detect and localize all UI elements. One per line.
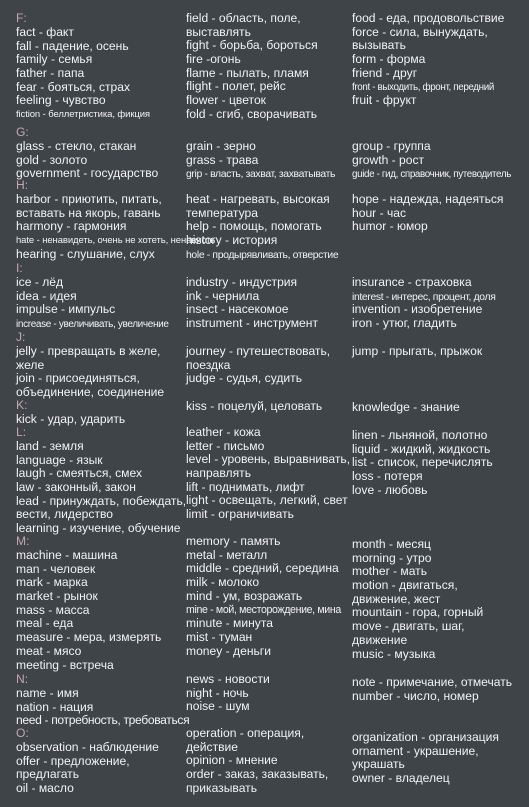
word-entry: вести, лидерство [16, 507, 113, 522]
word-entry: operation - операция, [186, 726, 305, 740]
word-entry: letter - письмо [186, 438, 265, 453]
n-col3 [352, 676, 529, 703]
o-col1 [16, 741, 184, 796]
word-entry: offer - предложение, [16, 753, 130, 768]
section-letter-i: I: [16, 261, 23, 275]
i-col3 [352, 276, 529, 331]
word-entry: journey - путешествовать, [186, 344, 331, 358]
k-col1 [16, 413, 184, 427]
word-entry: fear - бояться, страх [16, 79, 131, 94]
word-entry: guide - гид, справочник, путеводитель [352, 169, 511, 181]
word-entry: money - деньги [186, 643, 271, 658]
word-entry: hate - ненавидеть, очень не хотеть, ненависть [16, 235, 216, 247]
word-entry: organization - организация [352, 730, 499, 744]
word-entry: hole - продырявливать, отверстие [186, 249, 339, 261]
word-entry: fight - борьба, бороться [186, 38, 318, 53]
word-entry: invention - изобретение [352, 302, 483, 317]
word-entry: ornament - украшение, [352, 743, 479, 758]
word-entry: fall - падение, осень [16, 38, 129, 53]
j-col1 [16, 345, 184, 400]
word-entry: flight - полет, рейс [186, 79, 286, 94]
word-entry: mother - мать [352, 564, 428, 579]
word-entry: grain - зерно [186, 139, 256, 153]
word-entry: hearing - слушание, слух [16, 246, 155, 261]
word-entry: украшать [352, 757, 405, 772]
word-entry: gold - золото [16, 152, 88, 167]
word-entry: insect - насекомое [186, 302, 289, 317]
word-entry: meeting - встреча [16, 657, 114, 672]
o-col2 [186, 727, 348, 795]
word-entry: lift - поднимать, лифт [186, 479, 305, 494]
word-entry: interest - интерес, процент, доля [352, 291, 496, 303]
word-entry: limit - ограничивать [186, 507, 294, 522]
word-entry: land - земля [16, 439, 84, 453]
word-entry: harmony - гармония [16, 219, 127, 234]
word-entry: opinion - мнение [186, 753, 278, 768]
word-entry: вызывать [352, 38, 406, 53]
section-letter-k: K: [16, 398, 28, 412]
word-entry: выставлять [186, 24, 251, 39]
m-col2 [186, 535, 348, 658]
word-entry: fiction - беллетристика, фикция [16, 109, 150, 121]
word-entry: law - законный, закон [16, 480, 136, 495]
word-entry: hope - надежда, надеяться [352, 192, 504, 206]
word-entry: fire -огонь [186, 52, 241, 67]
word-entry: list - список, перечислять [352, 455, 493, 470]
word-entry: field - область, поле, [186, 11, 301, 25]
l-col3 [352, 429, 529, 497]
word-entry: love - любовь [352, 482, 428, 497]
word-entry: observation - наблюдение [16, 740, 159, 754]
word-entry: направлять [186, 466, 251, 481]
word-entry: nation - нация [16, 699, 94, 714]
word-entry: kick - удар, ударить [16, 412, 126, 426]
word-entry: действие [186, 739, 239, 754]
word-entry: предлагать [16, 767, 80, 782]
word-entry: движение, жест [352, 591, 441, 606]
f-col1 [16, 26, 184, 122]
word-entry: impulse - импульс [16, 302, 116, 317]
word-entry: food - еда, продовольствие [352, 11, 505, 25]
word-entry: движение [352, 632, 408, 647]
word-entry: group - группа [352, 139, 431, 153]
section-letter-j: J: [16, 330, 26, 344]
i-col2 [186, 276, 348, 331]
word-entry: leather - кожа [186, 425, 261, 439]
word-entry: motion - двигаться, [352, 578, 458, 593]
word-entry: morning - утро [352, 550, 432, 565]
word-entry: metal - металл [186, 547, 268, 562]
word-entry: mountain - гора, горный [352, 605, 484, 620]
word-entry: feeling - чувство [16, 93, 106, 108]
word-entry: meal - еда [16, 616, 74, 631]
word-entry: laugh - смеяться, смех [16, 466, 142, 481]
word-entry: mine - мой, месторождение, мина [186, 604, 341, 617]
word-entry: humor - юмор [352, 219, 428, 234]
word-entry: minute - минута [186, 616, 273, 631]
word-entry: lead - принуждать, побеждать, [16, 493, 187, 508]
g-col1 [16, 140, 184, 181]
l-col1 [16, 439, 187, 536]
word-entry: judge - судья, судить [186, 371, 303, 386]
word-entry: mind - ум, возражать [186, 588, 303, 603]
j-col2 [186, 345, 348, 386]
word-entry: idea - идея [16, 288, 77, 303]
section-letter-o: O: [16, 726, 29, 740]
word-entry: number - число, номер [352, 688, 479, 703]
word-entry: heat - нагревать, высокая [186, 192, 330, 206]
g-col2 [186, 140, 348, 181]
word-entry: force - сила, вынуждать, [352, 24, 488, 39]
o-col3 [352, 731, 529, 786]
word-entry: government - государство [16, 166, 159, 181]
section-letter-g: G: [16, 125, 29, 139]
word-entry: order - заказ, заказывать, [186, 767, 329, 782]
word-entry: температура [186, 205, 258, 220]
word-entry: mist - туман [186, 629, 253, 644]
word-entry: industry - индустрия [186, 275, 298, 289]
word-entry: name - имя [16, 686, 79, 700]
word-entry: fold - сгиб, сворачивать [186, 106, 317, 121]
word-entry: man - человек [16, 561, 96, 576]
h-col2 [186, 193, 348, 261]
word-entry: kiss - поцелуй, целовать [186, 399, 323, 413]
h-col1 [16, 192, 216, 261]
word-entry: machine - машина [16, 548, 118, 562]
word-entry: loss - потеря [352, 469, 423, 484]
word-entry: note - примечание, отмечать [352, 675, 513, 689]
n-col2 [186, 673, 348, 714]
word-entry: learning - изучение, обучение [16, 521, 181, 536]
word-entry: flame - пылать, пламя [186, 65, 309, 80]
g-col3 [352, 140, 529, 181]
word-entry: measure - мера, измерять [16, 630, 162, 645]
m-col3 [352, 538, 529, 661]
word-entry: hour - час [352, 205, 407, 220]
word-entry: history - история [186, 233, 278, 248]
word-entry: harbor - приютить, питать, [16, 192, 162, 206]
l-col2 [186, 425, 351, 522]
word-entry: father - папа [16, 66, 85, 81]
word-entry: month - месяц [352, 537, 431, 551]
word-entry: front - выходить, фронт, передний [352, 82, 494, 94]
word-entry: milk - молоко [186, 575, 260, 590]
word-entry: light - освещать, легкий, свет [186, 493, 348, 508]
i-col1 [16, 276, 184, 331]
word-entry: level - уровень, выравнивать, [186, 452, 351, 467]
word-entry: market - рынок [16, 589, 98, 604]
word-entry: fact - факт [16, 25, 74, 39]
word-entry: ice - лёд [16, 275, 64, 289]
word-entry: news - новости [186, 672, 270, 686]
word-entry: move - двигать, шаг, [352, 619, 465, 634]
word-entry: jelly - превращать в желе, [16, 344, 161, 358]
word-entry: iron - утюг, гладить [352, 316, 457, 331]
h-col3 [352, 193, 529, 234]
section-letter-n: N: [16, 672, 29, 686]
word-entry: liquid - жидкий, жидкость [352, 441, 491, 456]
word-entry: increase - увеличивать, увеличение [16, 319, 169, 331]
section-letter-m: M: [16, 534, 30, 548]
word-entry: middle - средний, середина [186, 561, 339, 576]
word-entry: jump - прыгать, прыжок [352, 344, 483, 358]
word-entry: memory - память [186, 534, 281, 548]
f-col3 [352, 12, 529, 108]
word-entry: ink - чернила [186, 288, 260, 303]
word-entry: owner - владелец [352, 771, 450, 786]
word-entry: growth - рост [352, 152, 425, 167]
word-entry: linen - льняной, полотно [352, 428, 488, 442]
word-entry: form - форма [352, 52, 426, 67]
word-entry: join - присоединяться, [16, 371, 140, 386]
word-entry: language - язык [16, 452, 103, 467]
section-letter-f: F: [16, 11, 27, 25]
word-entry: mass - масса [16, 602, 90, 617]
word-entry: mark - марка [16, 575, 88, 590]
word-entry: поездка [186, 357, 231, 372]
word-entry: night - ночь [186, 685, 249, 700]
word-entry: объединение, соединение [16, 385, 165, 400]
word-entry: желе [16, 357, 45, 372]
k-col2 [186, 400, 348, 414]
word-entry: music - музыка [352, 646, 436, 661]
word-entry: insurance - страховка [352, 275, 472, 289]
word-entry: instrument - инструмент [186, 316, 318, 331]
word-entry: вставать на якорь, гавань [16, 205, 161, 220]
word-entry: family - семья [16, 52, 93, 67]
word-entry: meat - мясо [16, 643, 82, 658]
word-entry: knowledge - знание [352, 400, 460, 414]
n-col1 [16, 686, 190, 728]
word-entry: oil - масло [16, 781, 74, 796]
j-col3 [352, 345, 529, 359]
word-entry: need - потребность, требоваться [16, 713, 190, 728]
section-letter-l: L: [16, 425, 27, 439]
word-entry: friend - друг [352, 65, 418, 80]
word-entry: noise - шум [186, 699, 250, 714]
f-col2 [186, 12, 348, 122]
word-entry: glass - стекло, стакан [16, 139, 137, 153]
m-col1 [16, 549, 184, 672]
word-entry: grip - власть, захват, захватывать [186, 169, 336, 181]
word-entry: fruit - фрукт [352, 93, 417, 108]
word-entry: help - помощь, помогать [186, 219, 322, 234]
section-letter-h: H: [16, 178, 29, 192]
word-entry: grass - трава [186, 152, 259, 167]
word-entry: приказывать [186, 780, 258, 795]
word-entry: flower - цветок [186, 93, 266, 108]
k-col3 [352, 401, 529, 415]
